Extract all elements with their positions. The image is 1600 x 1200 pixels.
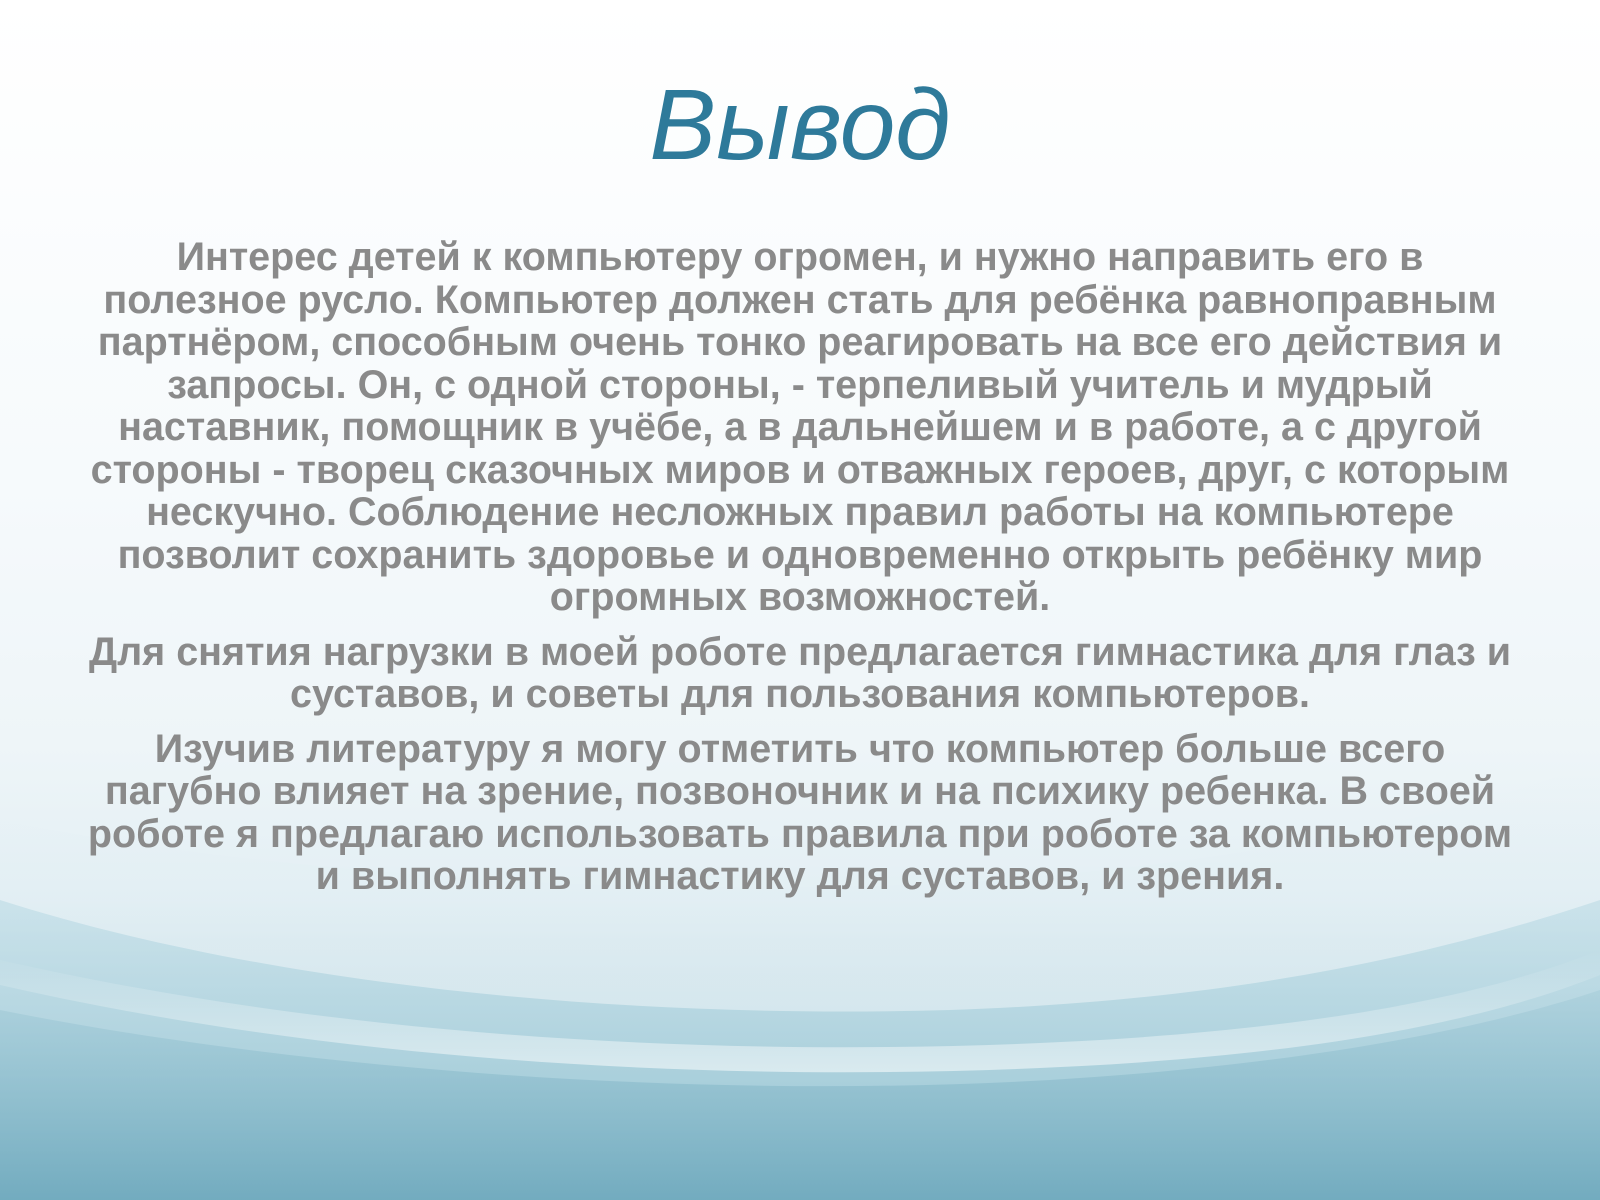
slide-title: Вывод	[649, 69, 951, 181]
slide-body	[80, 236, 1520, 910]
paragraph-conclusion: Интерес детей к компьютеру огромен, и нужно направить его в полезное русло. Компьютер должен стать для ребёнка равноправным партнёром, способным очень тонко реагировать на все его действия и запросы. Он, с одной стороны, - терпеливый учитель и мудрый наставник, помощник в учёбе, а в дальнейшем и в работе, а с другой стороны - творец сказочных миров и отважных героев, друг, с которым нескучно. Соблюдение несложных правил работы на компьютере позволит сохранить здоровье и одновременно открыть ребёнку мир огромных возможностей.	[90, 235, 1510, 619]
paragraph-gymnastics: Для снятия нагрузки в моей роботе предлагается гимнастика для глаз и суставов, и советы для пользования компьютеров.	[88, 629, 1512, 716]
paragraph-literature: Изучив литературу я могу отметить что компьютер больше всего пагубно влияет на зрение, позвоночник и на психику ребенка. В своей роботе я предлагаю использовать правила при роботе за компьютером и выполнять гимнастику для суставов, и зрения.	[87, 726, 1513, 898]
